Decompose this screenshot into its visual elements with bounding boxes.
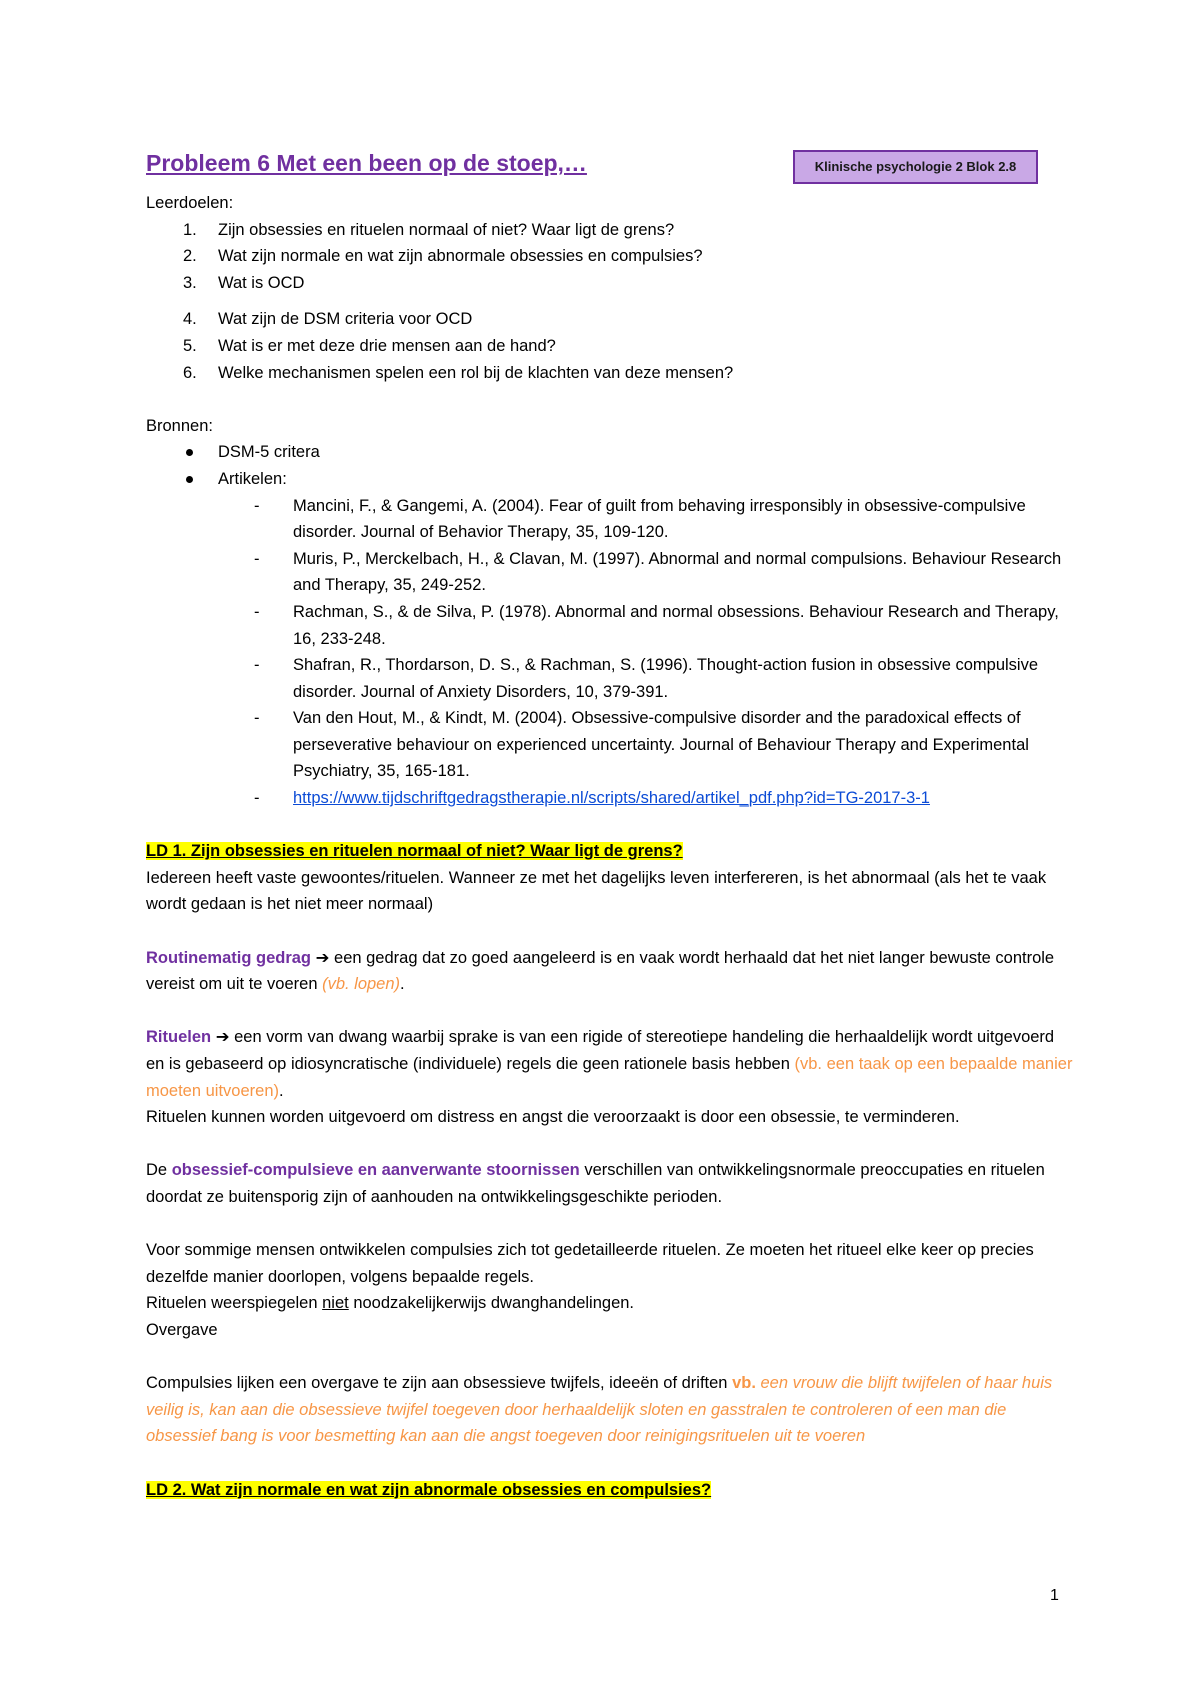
ld1-intro: Iedereen heeft vaste gewoontes/rituelen. Wanneer ze met het dagelijks leven interfereren, is het abnormaal (als het te vaak wordt gedaan is het niet meer normaal)	[146, 868, 1047, 914]
document-title: Probleem 6 Met een been op de stoep,…	[146, 150, 587, 176]
bullet-icon	[186, 449, 193, 456]
reference-item: - Shafran, R., Thordarson, D. S., & Rachman, S. (1996). Thought-action fusion in obsessive compulsive disorder. Journal of Anxiety Disorders, 10, 379-391.	[254, 656, 1039, 701]
some-people-paragraph: Voor sommige mensen ontwikkelen compulsies zich tot gedetailleerde rituelen. Ze moeten het ritueel elke keer op precies dezelfde manier doorlopen, volgens bepaalde regels.	[146, 1241, 1034, 1286]
arrow-right-icon: ➔	[215, 1028, 230, 1047]
reference-item: - Muris, P., Merckelbach, H., & Clavan, M. (1997). Abnormal and normal compulsions. Behaviour Research and Therapy, 35, 249-252.	[254, 549, 1062, 595]
ocd-paragraph: De obsessief-compulsieve en aanverwante stoornissen verschillen van ontwikkelingsnormale preoccupaties en rituelen doordat ze buitensporig zijn of aanhouden na ontwikkelingsgeschikte perioden.	[146, 1161, 1045, 1206]
rituals-paragraph: Rituelen ➔ een vorm van dwang waarbij sprake is van een rigide of stereotiepe handeling die herhaaldelijk wordt uitgevoerd en is gebaseerd op idiosyncratische (individuele) regels die geen rationele basis hebben (vb. een taak op een bepaalde manier moeten uitvoeren).	[146, 1028, 1073, 1100]
article-link[interactable]: https://www.tijdschriftgedragstherapie.nl/scripts/shared/artikel_pdf.php?id=TG-2017-3-1	[293, 789, 930, 808]
reference-item: - Van den Hout, M., & Kindt, M. (2004). Obsessive-compulsive disorder and the paradoxical effects of perseverative behaviour on experienced uncertainty. Journal of Behaviour Therapy and Experimental Psychiatry, 35, 165-181.	[254, 709, 1029, 781]
list-item: 1. Zijn obsessies en rituelen normaal of niet? Waar ligt de grens?	[183, 220, 675, 239]
list-item: DSM-5 critera	[146, 439, 1076, 466]
reference-item: - Rachman, S., & de Silva, P. (1978). Abnormal and normal obsessions. Behaviour Research and Therapy, 16, 233-248.	[254, 602, 1059, 648]
reference-list	[146, 493, 1076, 812]
arrow-right-icon: ➔	[315, 948, 330, 967]
reference-item: - Mancini, F., & Gangemi, A. (2004). Fear of guilt from behaving irresponsibly in obsessive-compulsive disorder. Journal of Behavior Therapy, 35, 109-120.	[254, 496, 1026, 542]
ld2-heading-line	[146, 1477, 1076, 1504]
bullet-icon	[186, 476, 193, 483]
ld2-heading: LD 2. Wat zijn normale en wat zijn abnormale obsessies en compulsies?	[146, 1480, 712, 1499]
sources-list	[146, 439, 1076, 492]
list-item: 3. Wat is OCD	[183, 273, 305, 292]
course-label-box: Klinische psychologie 2 Blok 2.8	[793, 150, 1038, 184]
sources-label: Bronnen:	[146, 416, 213, 435]
learning-goals-list	[146, 217, 1076, 387]
list-item: Artikelen:	[146, 466, 1076, 493]
compulsies-paragraph: Compulsies lijken een overgave te zijn aan obsessieve twijfels, ideeën of driften vb. een vrouw die blijft twijfelen of haar huis veilig is, kan aan die obsessieve twijfel toegeven door herhaaldelijk sloten en gasstralen te controleren of een man die obsessief bang is voor besmetting kan aan die angst toegeven door reinigingsrituelen uit te voeren	[146, 1374, 1053, 1446]
document-body	[146, 146, 1076, 1503]
list-item: 2. Wat zijn normale en wat zijn abnormale obsessies en compulsies?	[183, 247, 703, 266]
ld1-heading-line	[146, 838, 1076, 865]
list-item: 4. Wat zijn de DSM criteria voor OCD	[183, 310, 473, 329]
rituals-distress: Rituelen kunnen worden uitgevoerd om distress en angst die veroorzaakt is door een obsessie, te verminderen.	[146, 1108, 960, 1127]
learning-goals-label: Leerdoelen:	[146, 194, 234, 212]
list-item: 6. Welke mechanismen spelen een rol bij de klachten van deze mensen?	[183, 363, 734, 382]
page-number: 1	[1050, 1587, 1059, 1604]
routine-paragraph: Routinematig gedrag ➔ een gedrag dat zo goed aangeleerd is en vaak wordt herhaald dat het niet langer bewuste controle vereist om uit te voeren (vb. lopen).	[146, 948, 1055, 994]
ld1-heading: LD 1. Zijn obsessies en rituelen normaal of niet? Waar ligt de grens?	[146, 842, 683, 861]
overgave-label: Overgave	[146, 1320, 218, 1339]
reference-item: - https://www.tijdschriftgedragstherapie.nl/scripts/shared/artikel_pdf.php?id=TG-2017-3-1	[254, 789, 930, 808]
reflect-line: Rituelen weerspiegelen niet noodzakelijkerwijs dwanghandelingen.	[146, 1294, 635, 1313]
list-item: 5. Wat is er met deze drie mensen aan de hand?	[183, 336, 556, 355]
